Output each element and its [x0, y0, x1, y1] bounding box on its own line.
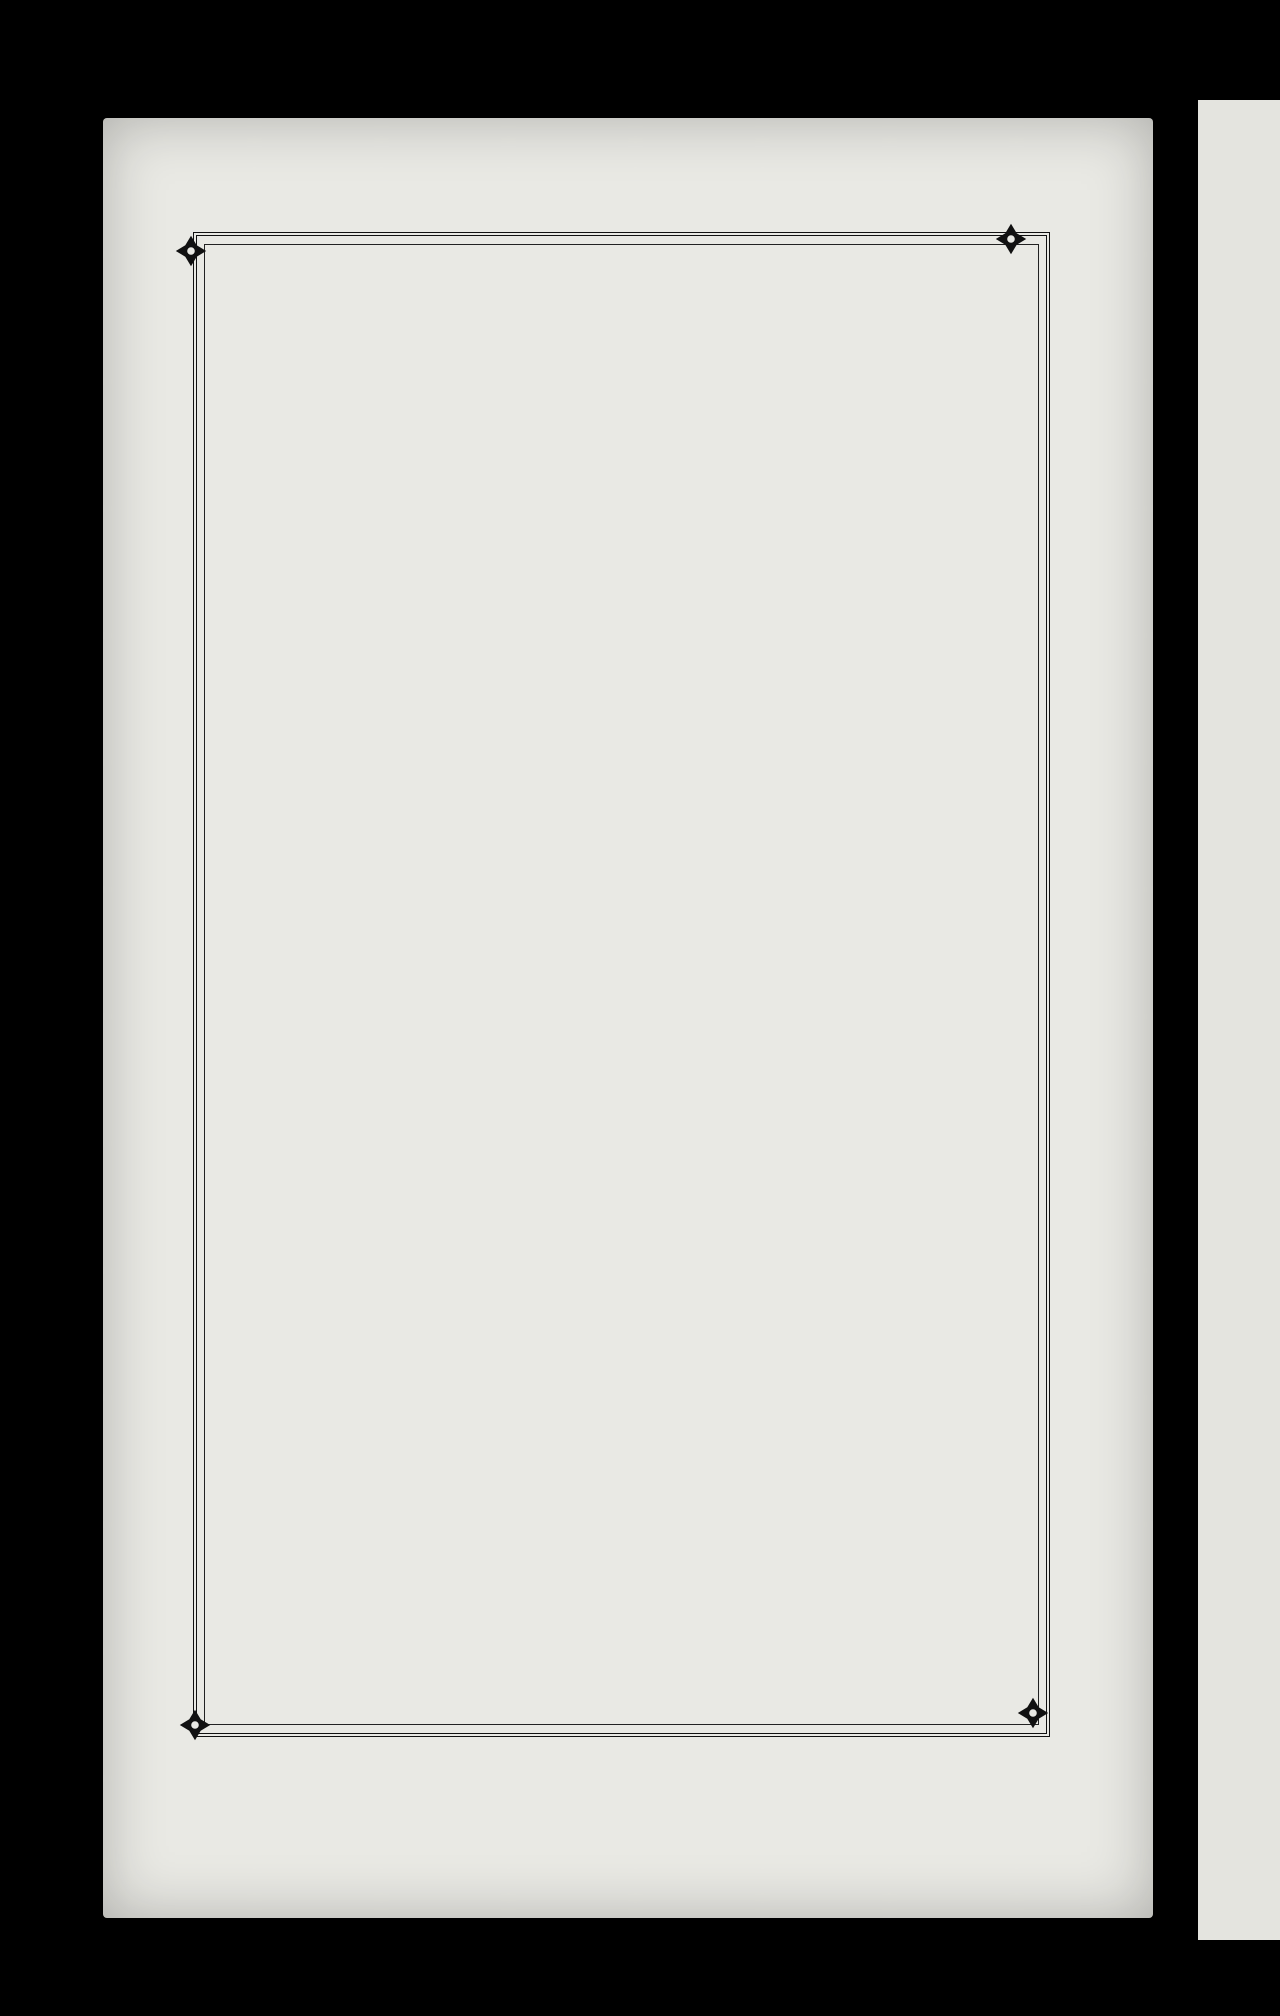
corner-ornament-icon	[172, 232, 210, 270]
corner-ornament-icon	[992, 220, 1030, 258]
corner-ornament-icon	[176, 1706, 214, 1744]
corner-ornament-icon	[1014, 1694, 1052, 1732]
page-border-inner	[204, 244, 1039, 1725]
adjacent-page-edge	[1198, 100, 1280, 1940]
